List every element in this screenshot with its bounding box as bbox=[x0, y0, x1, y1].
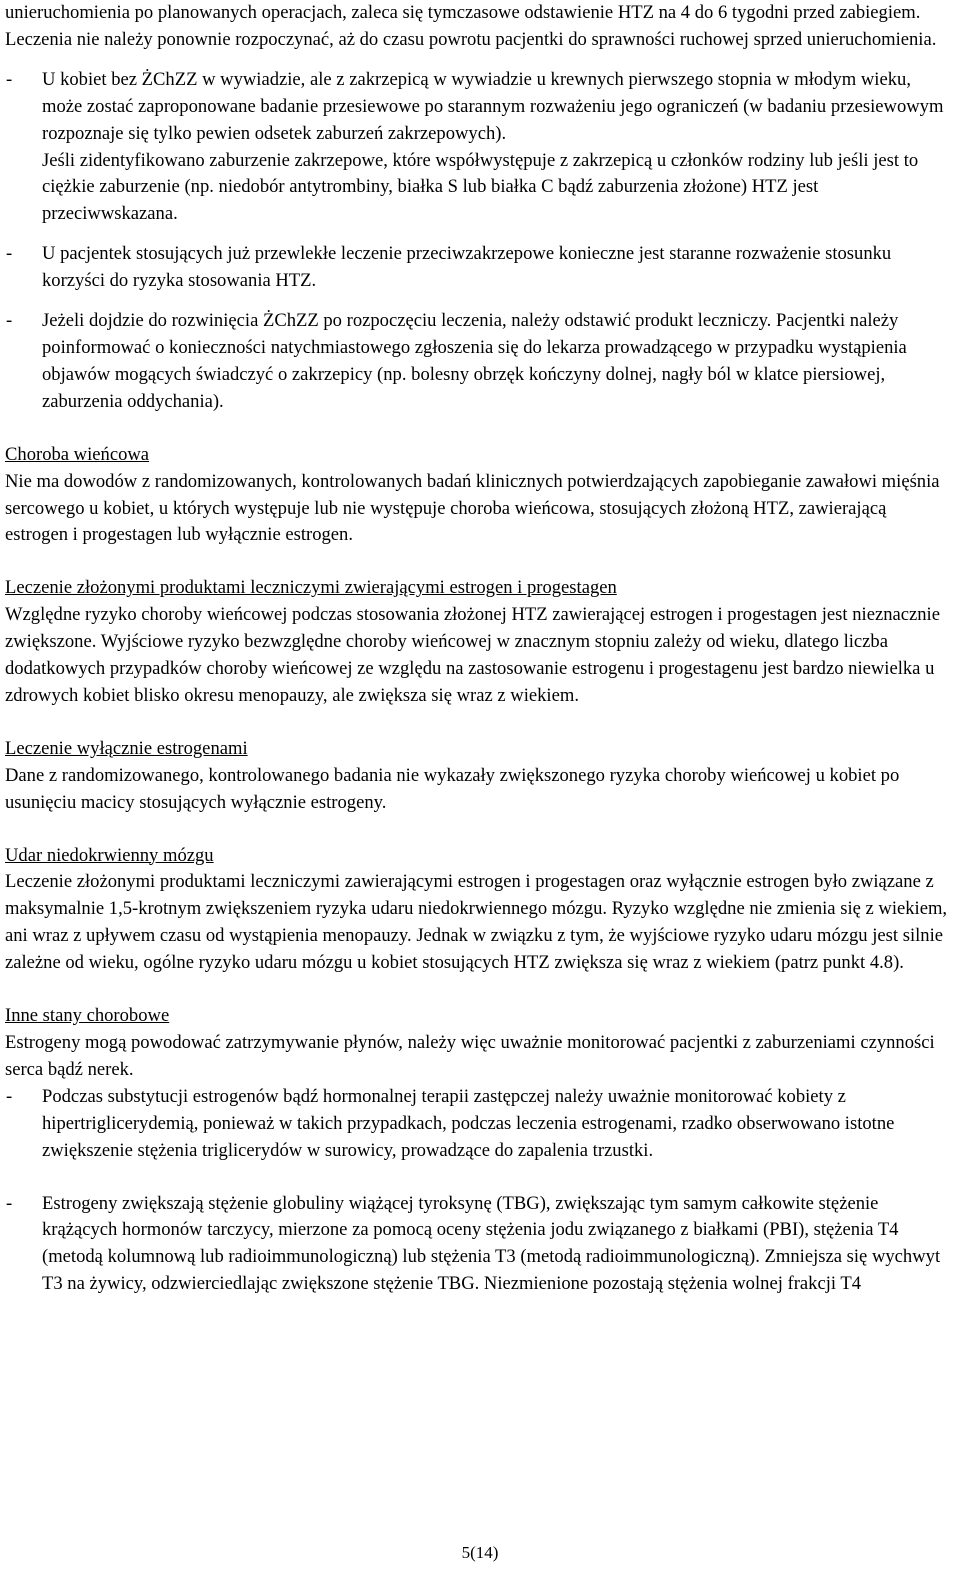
list-item-text: Jeśli zidentyfikowano zaburzenie zakrzepowe, które współwystępuje z zakrzepicą u członków rodziny lub jeśli jest to ciężkie zaburzenie (np. niedobór antytrombiny, białka S lub białka C bądź zaburzenia złożone) HTZ jest przeciwwskazana. bbox=[42, 149, 919, 225]
section-text: Dane z randomizowanego, kontrolowanego badania nie wykazały zwiększonego ryzyka choroby wieńcowej u kobiet po usunięciu macicy stosujących wyłącznie estrogeny. bbox=[5, 764, 900, 813]
list-dash: - bbox=[6, 68, 13, 90]
list-dash: - bbox=[6, 243, 13, 265]
list-item bbox=[5, 1084, 953, 1165]
section-text: Estrogeny mogą powodować zatrzymywanie płynów, należy więc uważnie monitorować pacjentki z zaburzeniami czynności serca bądź nerek. bbox=[5, 1032, 935, 1080]
section-heading: Udar niedokrwienny mózgu bbox=[5, 844, 214, 866]
section-heading: Leczenie wyłącznie estrogenami bbox=[5, 737, 248, 759]
section-text: Nie ma dowodów z randomizowanych, kontrolowanych badań klinicznych potwierdzających zapobieganie zawałowi mięśnia sercowego u kobiet, u których występuje lub nie występuje choroba wieńcowa, stosujących złożoną HTZ, zawierającą estrogen i progestagen lub wyłącznie estrogen. bbox=[5, 470, 940, 546]
list-item-text: U kobiet bez ŻChZZ w wywiadzie, ale z zakrzepicą w wywiadzie u krewnych pierwszego stopnia w młodym wieku, może zostać zaproponowane badanie przesiewowe po starannym rozważeniu jego ograniczeń (w badaniu przesiewowym rozpoznaje się tylko pewien odsetek zaburzeń zakrzepowych). bbox=[42, 68, 944, 144]
list-item-text: Podczas substytucji estrogenów bądź hormonalnej terapii zastępczej należy uważnie monitorować kobiety z hipertriglicerydemią, ponieważ w takich przypadkach, podczas leczenia estrogenami, rzadko obserwowano istotne zwiększenie stężenia triglicerydów w surowicy, prowadzące do zapalenia trzustki. bbox=[42, 1085, 895, 1161]
list-dash: - bbox=[6, 310, 13, 332]
list-item bbox=[5, 1191, 953, 1299]
intro-paragraph: unieruchomienia po planowanych operacjach, zaleca się tymczasowe odstawienie HTZ na 4 do 6 tygodni przed zabiegiem. Leczenia nie należy ponownie rozpoczynać, aż do czasu powrotu pacjentki do sprawności ruchowej sprzed unieruchomienia. bbox=[5, 2, 937, 50]
list-item bbox=[5, 241, 953, 295]
document-page bbox=[5, 0, 953, 1298]
section-text: Względne ryzyko choroby wieńcowej podczas stosowania złożonej HTZ zawierającej estrogen i progestagen jest nieznacznie zwiększone. Wyjściowe ryzyko bezwzględne choroby wieńcowej w znacznym stopniu zależy od wieku, dlatego liczba dodatkowych przypadków choroby wieńcowej ze względu na zastosowanie estrogenu i progestagenu jest bardzo niewielka u zdrowych kobiet blisko okresu menopauzy, ale zwiększa się wraz z wiekiem. bbox=[5, 604, 940, 706]
section-heading: Choroba wieńcowa bbox=[5, 443, 150, 465]
section-heading: Leczenie złożonymi produktami leczniczymi zwierającymi estrogen i progestagen bbox=[5, 577, 617, 599]
list-item-text: Jeżeli dojdzie do rozwinięcia ŻChZZ po rozpoczęciu leczenia, należy odstawić produkt leczniczy. Pacjentki należy poinformować o konieczności natychmiastowego zgłoszenia się do lekarza prowadzącego w przypadku wystąpienia objawów mogących świadczyć o zakrzepicy (np. bolesny obrzęk kończyny dolnej, nagły ból w klatce piersiowej, zaburzenia oddychania). bbox=[42, 310, 907, 412]
section-text: Leczenie złożonymi produktami leczniczymi zawierającymi estrogen i progestagen oraz wyłącznie estrogen było związane z maksymalnie 1,5-krotnym zwiększeniem ryzyka udaru niedokrwiennego mózgu. Ryzyko względne nie zmienia się z wiekiem, ani wraz z upływem czasu od wystąpienia menopauzy. Jednak w związku z tym, że wyjściowe ryzyko udaru mózgu jest silnie zależne od wieku, ogólne ryzyko udaru mózgu u kobiet stosujących HTZ zwiększa się wraz z wiekiem (patrz punkt 4.8). bbox=[5, 871, 948, 974]
list-item bbox=[5, 67, 953, 228]
list-dash: - bbox=[6, 1085, 13, 1107]
page-number: 5(14) bbox=[461, 1543, 499, 1562]
section-heading: Inne stany chorobowe bbox=[5, 1005, 170, 1027]
list-item-text: U pacjentek stosujących już przewlekłe leczenie przeciwzakrzepowe konieczne jest staranne rozważenie stosunku korzyści do ryzyka stosowania HTZ. bbox=[42, 243, 892, 292]
list-dash: - bbox=[6, 1192, 13, 1214]
list-item-text: Estrogeny zwiększają stężenie globuliny wiążącej tyroksynę (TBG), zwiększając tym samym całkowite stężenie krążących hormonów tarczycy, mierzone za pomocą oceny stężenia jodu związanego z białkami (PBI), stężenia T4 (metodą kolumnową lub radioimmunologiczną) lub stężenia T3 (metodą radioimmunologiczną). Zmniejsza się wychwyt T3 na żywicy, odzwierciedlając zwiększone stężenie TBG. Niezmienione pozostają stężenia wolnej frakcji T4 bbox=[42, 1192, 941, 1295]
list-item bbox=[5, 308, 953, 416]
